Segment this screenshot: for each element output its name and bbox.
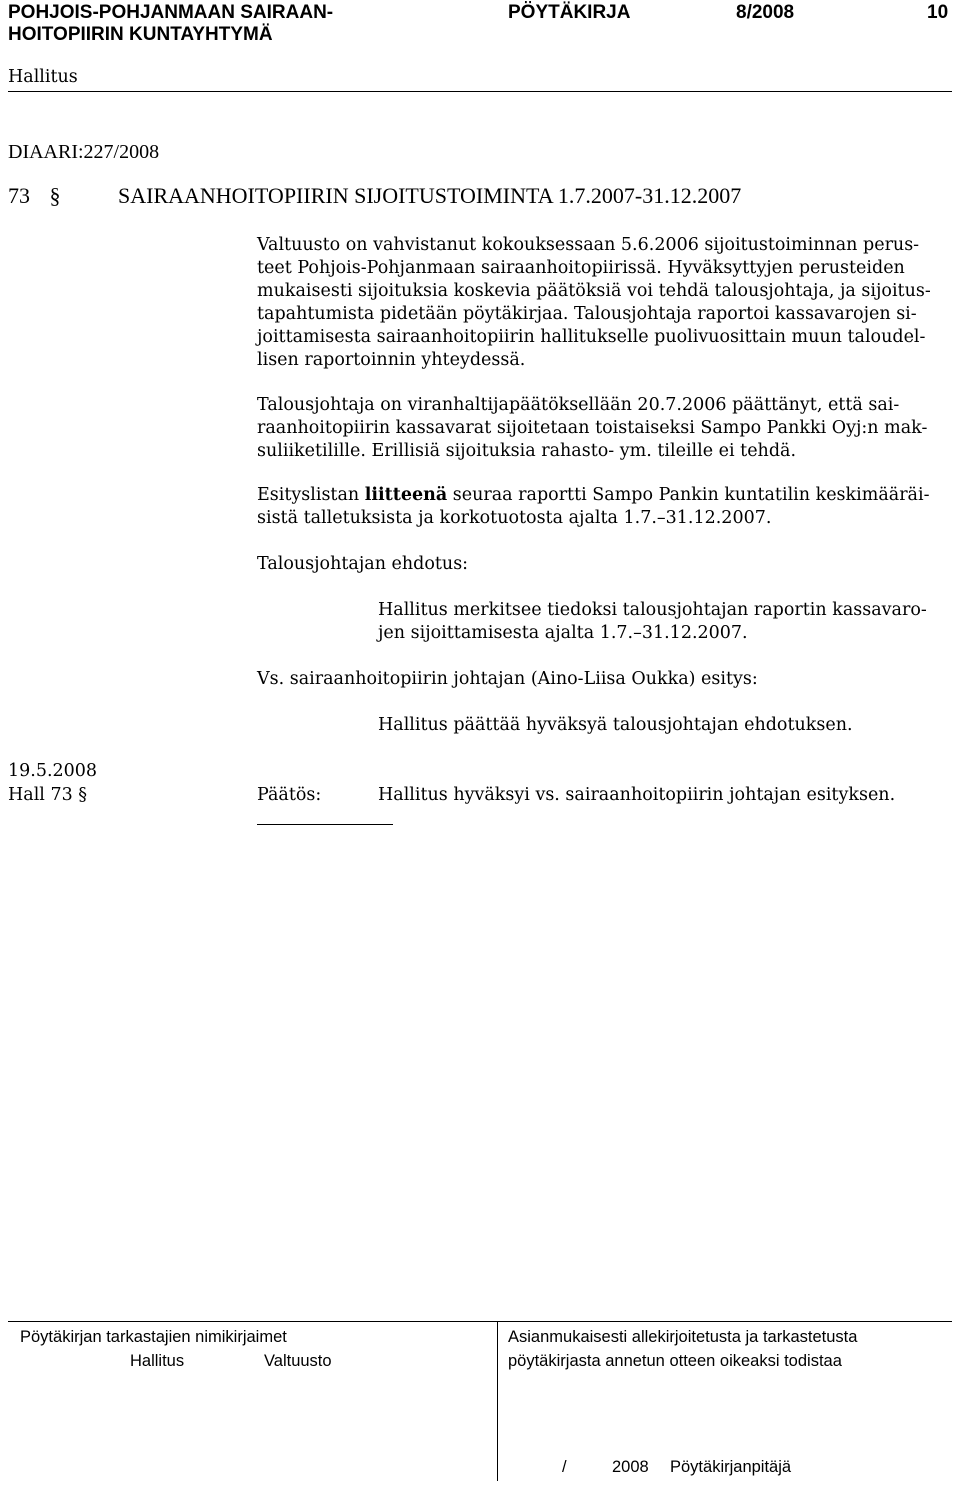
- header-body-name: Hallitus: [8, 67, 78, 87]
- paragraph-line: Talousjohtaja on viranhaltijapäätöksellään 20.7.2006 päättänyt, että sai-: [257, 395, 900, 415]
- paragraph-decision-history: [257, 394, 927, 463]
- proposal-text: [378, 599, 927, 645]
- doc-type: PÖYTÄKIRJA: [508, 2, 631, 23]
- paragraph-attachment: [257, 484, 930, 530]
- paragraph-line: Hallitus merkitsee tiedoksi talousjohtajan raportin kassavaro-: [378, 600, 927, 620]
- paragraph-line: lisen raportoinnin yhteydessä.: [257, 350, 526, 370]
- paragraph-line: jen sijoittamisesta ajalta 1.7.–31.12.2007.: [378, 623, 748, 643]
- paragraph-line: suliiketilille. Erillisiä sijoituksia rahasto- ym. tileille ei tehdä.: [257, 441, 797, 461]
- decision-reference: Hall 73 §: [8, 785, 88, 805]
- paragraph-line: joittamisesta sairaanhoitopiirin hallitukselle puolivuosittain muun taloudel-: [257, 327, 926, 347]
- certification-line1: Asianmukaisesti allekirjoitetusta ja tarkastetusta: [508, 1328, 858, 1346]
- executive-proposal-text: Hallitus päättää hyväksyä talousjohtajan ehdotuksen.: [378, 715, 853, 735]
- paragraph-line: raanhoitopiirin kassavarat sijoitetaan toistaiseksi Sampo Pankki Oyj:n mak-: [257, 418, 928, 438]
- diaari-number: DIAARI:227/2008: [8, 141, 160, 163]
- paragraph-line: tapahtumista pidetään pöytäkirjaa. Talousjohtaja raportoi kassavarojen si-: [257, 304, 917, 324]
- section-number: 73: [8, 183, 30, 208]
- paragraph-line: Valtuusto on vahvistanut kokouksessaan 5.6.2006 sijoitustoiminnan perus-: [257, 235, 920, 255]
- paragraph-background: [257, 234, 931, 372]
- paragraph-line: mukaisesti sijoituksia koskevia päätöksiä voi tehdä talousjohtaja, ja sijoitus-: [257, 281, 931, 301]
- initials-column-hallitus: Hallitus: [130, 1352, 185, 1370]
- paragraph-line: Esityslistan liitteenä seuraa raportti Sampo Pankin kuntatilin keskimääräi-: [257, 485, 930, 505]
- signature-year: 2008: [612, 1458, 649, 1476]
- paragraph-line: teet Pohjois-Pohjanmaan sairaanhoitopiirissä. Hyväksyttyjen perusteiden: [257, 258, 905, 278]
- org-name-line1: POHJOIS-POHJANMAAN SAIRAAN-: [8, 2, 334, 23]
- footer-divider: [497, 1321, 498, 1481]
- org-name-line2: HOITOPIIRIN KUNTAYHTYMÄ: [8, 24, 273, 45]
- section-title: SAIRAANHOITOPIIRIN SIJOITUSTOIMINTA 1.7.2007-31.12.2007: [118, 183, 742, 208]
- header-rule: [8, 91, 952, 92]
- attachment-keyword: liitteenä: [364, 485, 448, 505]
- minutes-keeper-label: Pöytäkirjanpitäjä: [670, 1458, 792, 1476]
- decision-text: Hallitus hyväksyi vs. sairaanhoitopiirin johtajan esityksen.: [378, 785, 896, 805]
- decision-label: Päätös:: [257, 785, 322, 805]
- initials-label: Pöytäkirjan tarkastajien nimikirjaimet: [20, 1328, 287, 1346]
- signature-slash: /: [562, 1458, 567, 1476]
- footer-rule: [8, 1321, 952, 1322]
- decision-end-rule: [257, 824, 393, 825]
- paragraph-line: sistä talletuksista ja korkotuotosta ajalta 1.7.–31.12.2007.: [257, 508, 772, 528]
- section-heading: [8, 183, 741, 209]
- initials-column-valtuusto: Valtuusto: [264, 1352, 332, 1370]
- certification-line2: pöytäkirjasta annetun otteen oikeaksi todistaa: [508, 1352, 842, 1370]
- executive-proposal-label: Vs. sairaanhoitopiirin johtajan (Aino-Liisa Oukka) esitys:: [257, 669, 758, 689]
- decision-date: 19.5.2008: [8, 761, 98, 781]
- section-symbol: §: [49, 183, 61, 208]
- meeting-number: 8/2008: [736, 2, 795, 23]
- proposal-label: Talousjohtajan ehdotus:: [257, 554, 469, 574]
- page-number: 10: [927, 2, 949, 23]
